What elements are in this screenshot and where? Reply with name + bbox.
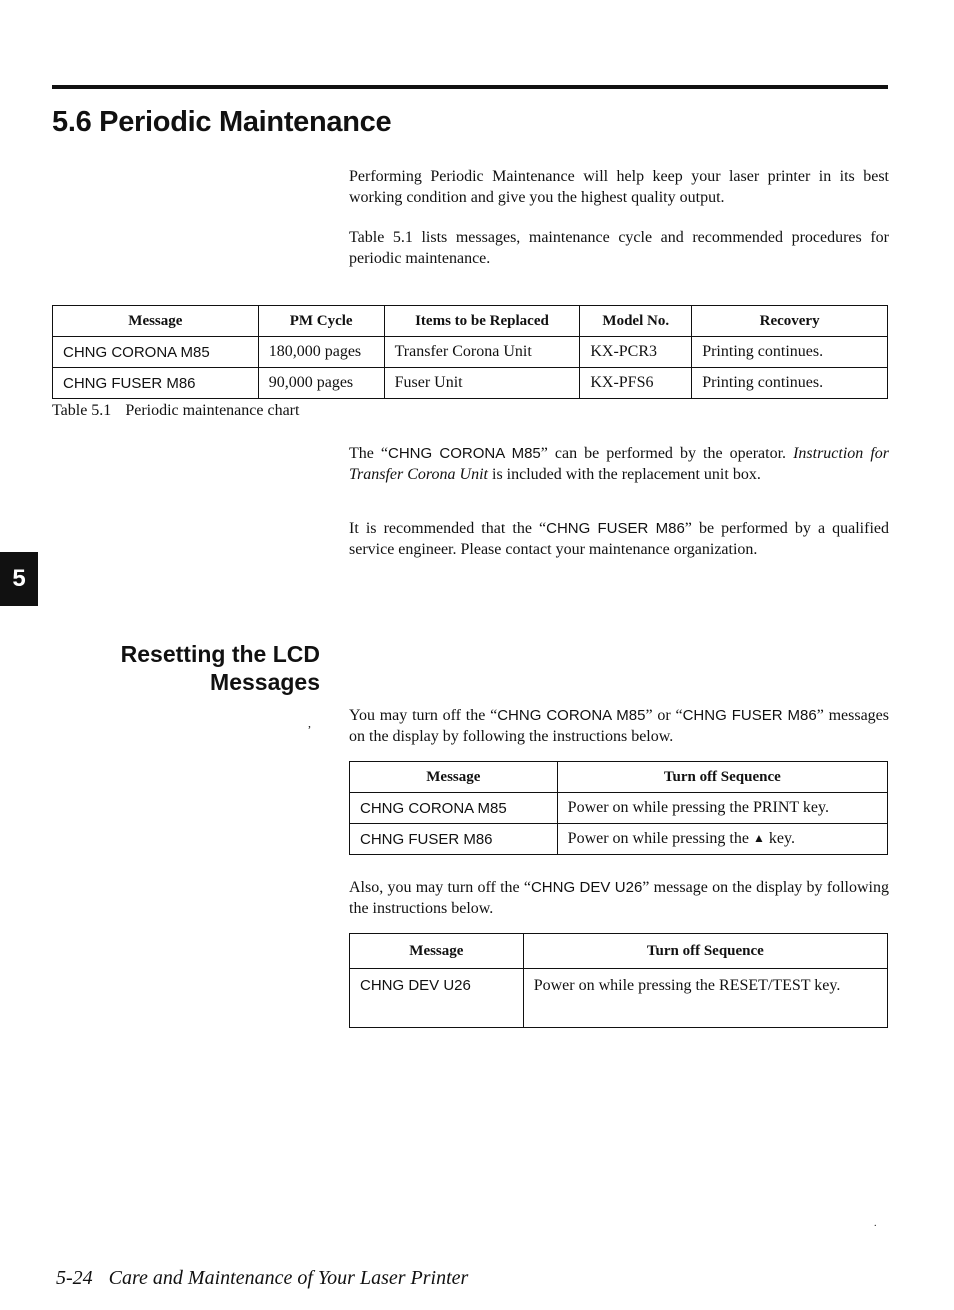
intro-paragraph-1: Performing Periodic Maintenance will help keep your laser printer in its best working condition and give you the highest quality output. bbox=[349, 168, 889, 206]
chapter-title: Care and Maintenance of Your Laser Printer bbox=[108, 1267, 469, 1289]
column-header: Model No. bbox=[580, 306, 692, 337]
column-header: Message bbox=[350, 762, 558, 793]
instruction-title: Instruction for Transfer Corona Unit bbox=[349, 445, 889, 483]
section-title: 5.6 Periodic Maintenance bbox=[52, 106, 392, 138]
table-row bbox=[350, 969, 888, 1028]
message-cell: CHNG CORONA M85 bbox=[350, 793, 558, 824]
message-code: CHNG CORONA M85 bbox=[497, 707, 646, 724]
subsection-heading: Resetting the LCD Messages bbox=[120, 641, 320, 695]
sequence-cell: Power on while pressing the RESET/TEST key. bbox=[523, 969, 887, 1028]
table-caption bbox=[52, 402, 299, 420]
message-code: CHNG DEV U26 bbox=[530, 879, 643, 896]
corona-note: The “CHNG CORONA M85” can be performed by the operator. Instruction for Transfer Corona Unit is included with the replacement unit box. bbox=[349, 445, 889, 483]
sequence-cell: Power on while pressing the ▲ key. bbox=[557, 824, 887, 855]
column-header: Turn off Sequence bbox=[557, 762, 887, 793]
fuser-note: It is recommended that the “CHNG FUSER M86” be performed by a qualified service engineer. Please contact your maintenance organization. bbox=[349, 520, 889, 558]
column-header: PM Cycle bbox=[258, 306, 384, 337]
caption-number: Table 5.1 bbox=[52, 402, 112, 419]
intro-paragraph-2: Table 5.1 lists messages, maintenance cycle and recommended procedures for periodic maintenance. bbox=[349, 229, 889, 267]
item-cell: Transfer Corona Unit bbox=[384, 337, 580, 368]
table-row bbox=[53, 368, 888, 399]
message-code: CHNG FUSER M86 bbox=[546, 520, 685, 537]
pm-cycle-cell: 90,000 pages bbox=[258, 368, 384, 399]
recovery-cell: Printing continues. bbox=[692, 368, 888, 399]
caption-text: Periodic maintenance chart bbox=[125, 402, 300, 419]
table-header-row bbox=[350, 762, 888, 793]
periodic-maintenance-table bbox=[52, 305, 888, 399]
dev-intro-paragraph: Also, you may turn off the “CHNG DEV U26” message on the display by following the instructions below. bbox=[349, 879, 889, 917]
table-row bbox=[350, 793, 888, 824]
reset-intro-paragraph: You may turn off the “CHNG CORONA M85” or “CHNG FUSER M86” messages on the display by following the instructions below. bbox=[349, 707, 890, 745]
pm-cycle-cell: 180,000 pages bbox=[258, 337, 384, 368]
column-header: Items to be Replaced bbox=[384, 306, 580, 337]
table-header-row bbox=[350, 934, 888, 969]
column-header: Turn off Sequence bbox=[523, 934, 887, 969]
top-rule bbox=[52, 85, 888, 89]
dev-reset-table bbox=[349, 933, 888, 1028]
column-header: Recovery bbox=[692, 306, 888, 337]
stray-dot: . bbox=[874, 1218, 877, 1229]
message-cell: CHNG CORONA M85 bbox=[53, 337, 259, 368]
table-row bbox=[53, 337, 888, 368]
page-footer bbox=[56, 1267, 468, 1290]
item-cell: Fuser Unit bbox=[384, 368, 580, 399]
model-cell: KX-PCR3 bbox=[580, 337, 692, 368]
message-cell: CHNG DEV U26 bbox=[350, 969, 524, 1028]
message-code: CHNG CORONA M85 bbox=[388, 445, 541, 462]
model-cell: KX-PFS6 bbox=[580, 368, 692, 399]
stray-mark: , bbox=[308, 716, 311, 730]
page-number: 5-24 bbox=[56, 1267, 93, 1289]
message-cell: CHNG FUSER M86 bbox=[350, 824, 558, 855]
message-code: CHNG FUSER M86 bbox=[682, 707, 817, 724]
lcd-reset-table bbox=[349, 761, 888, 855]
table-row bbox=[350, 824, 888, 855]
chapter-tab: 5 bbox=[0, 552, 38, 606]
column-header: Message bbox=[53, 306, 259, 337]
recovery-cell: Printing continues. bbox=[692, 337, 888, 368]
message-cell: CHNG FUSER M86 bbox=[53, 368, 259, 399]
up-triangle-icon: ▲ bbox=[752, 831, 765, 845]
column-header: Message bbox=[350, 934, 524, 969]
table-header-row bbox=[53, 306, 888, 337]
sequence-cell: Power on while pressing the PRINT key. bbox=[557, 793, 887, 824]
